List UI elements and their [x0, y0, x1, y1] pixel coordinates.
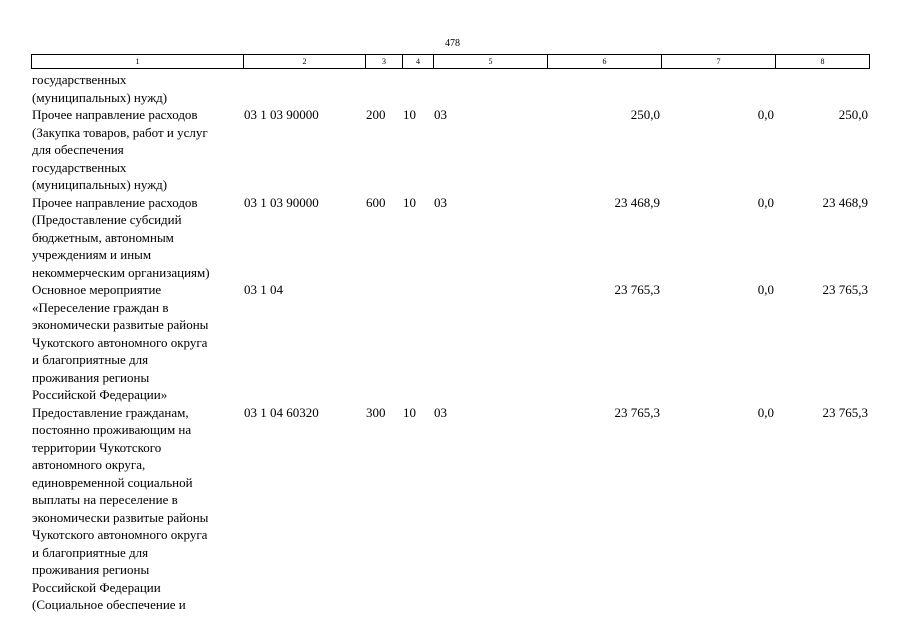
column-header-5: 5 [434, 55, 548, 69]
row-vr: 600 [366, 194, 386, 210]
page-number: 478 [445, 38, 460, 49]
row-rz: 10 [403, 404, 416, 420]
row-vr: 300 [366, 404, 386, 420]
row-value-7: 0,0 [757, 404, 774, 420]
row-name: государственных (муниципальных) нужд) [32, 72, 168, 105]
row-code: 03 1 04 60320 [244, 404, 319, 420]
row-value-6: 250,0 [630, 107, 660, 122]
row-name: Прочее направление расходов (Предоставление субсидий бюджетным, автономным учреждениям и иным некоммерческим организациям) [32, 194, 210, 280]
table-row [31, 194, 869, 282]
row-pr: 03 [434, 194, 447, 210]
row-rz: 10 [403, 107, 416, 122]
column-header-8: 8 [776, 55, 870, 69]
row-pr: 03 [434, 107, 447, 122]
row-value-8: 250,0 [838, 107, 868, 122]
row-code: 03 1 03 90000 [244, 194, 319, 210]
column-header-2: 2 [244, 55, 366, 69]
column-header-3: 3 [366, 55, 403, 69]
row-value-7: 0,0 [757, 107, 774, 122]
row-name: Прочее направление расходов (Закупка товаров, работ и услуг для обеспечения государственных (муниципальных) нужд) [32, 107, 208, 192]
column-header-table [31, 54, 870, 69]
table-body [31, 71, 869, 614]
row-pr: 03 [434, 404, 447, 420]
table-row [31, 71, 869, 106]
row-value-7: 0,0 [757, 282, 774, 297]
column-header-6: 6 [548, 55, 662, 69]
row-value-8: 23 765,3 [822, 282, 868, 297]
row-value-6: 23 765,3 [614, 404, 660, 420]
column-header-7: 7 [662, 55, 776, 69]
column-header-4: 4 [403, 55, 434, 69]
row-code: 03 1 04 [244, 282, 283, 297]
row-value-8: 23 765,3 [822, 404, 868, 420]
row-name: Предоставление гражданам, постоянно проживающим на территории Чукотского автономного округа, единовременной социальной выплаты на переселение в экономически развитые районы Чукотского автономного округа и благоприятные для проживания регионы Российской Федерации (Социальное обеспечение и [32, 404, 209, 612]
row-code: 03 1 03 90000 [244, 107, 319, 122]
row-value-7: 0,0 [757, 194, 774, 210]
row-value-6: 23 765,3 [614, 282, 660, 297]
row-name: Основное мероприятие «Переселение граждан в экономически развитые районы Чукотского автономного округа и благоприятные для проживания регионы Российской Федерации» [32, 282, 209, 402]
table-row [31, 106, 869, 194]
row-rz: 10 [403, 194, 416, 210]
column-header-1: 1 [32, 55, 244, 69]
row-value-8: 23 468,9 [822, 194, 868, 210]
table-row [31, 281, 869, 404]
row-value-6: 23 468,9 [614, 194, 660, 210]
row-vr: 200 [366, 107, 386, 122]
table-row [31, 404, 869, 614]
